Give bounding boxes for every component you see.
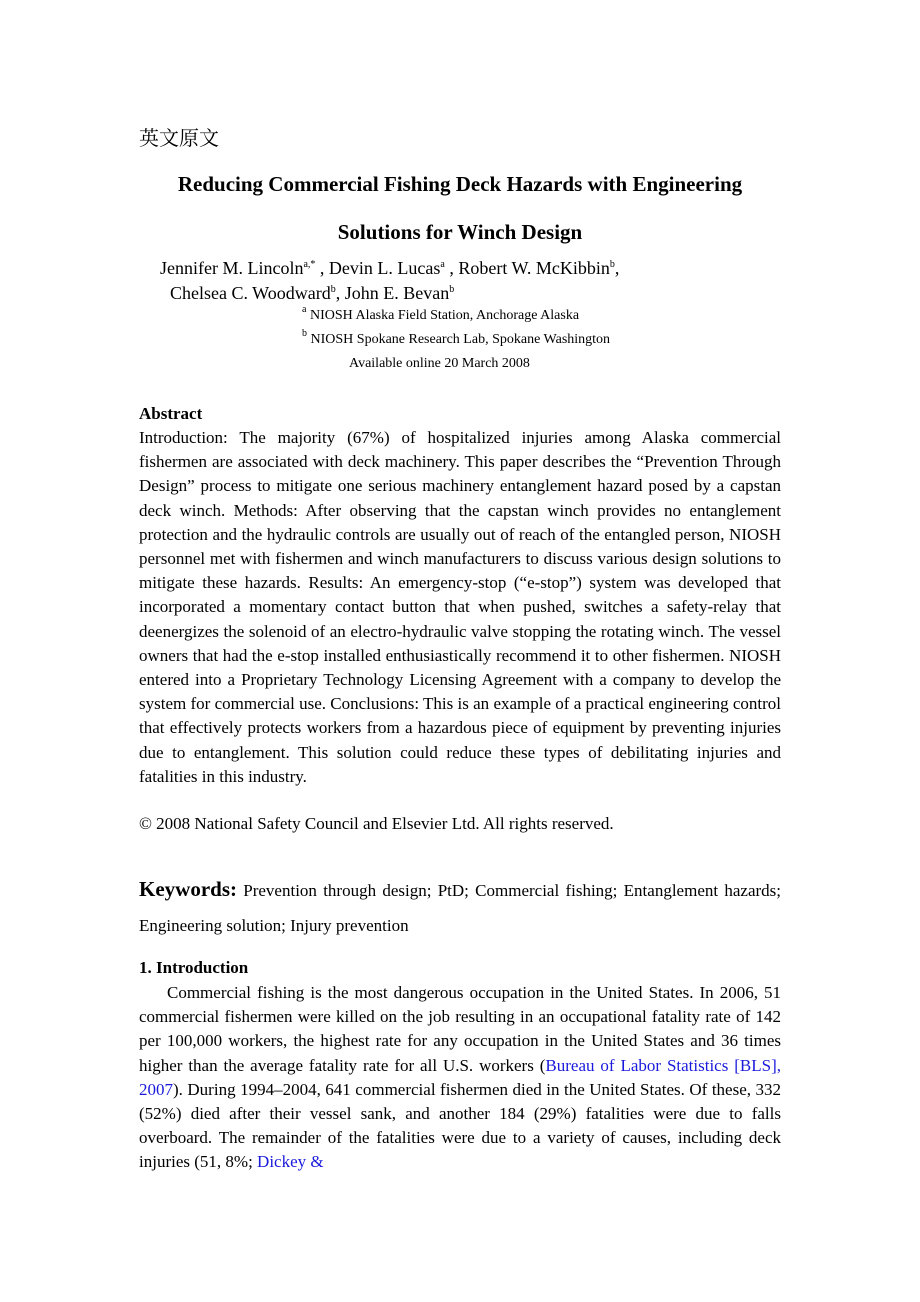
author-sup: a <box>440 259 445 270</box>
intro-text-part-1: Commercial fishing is the most dangerous occupation in the United States. In 2006, 51 commercial fishermen were killed on the job resulting in an occupational fatality rate of 142 per 100,000 workers, the highest rate for any occupation in the United States and 36 times higher than the average fatality rate for all U.S. workers ( <box>139 983 781 1075</box>
available-online: Available online 20 March 2008 <box>349 356 530 371</box>
affiliation-sup: b <box>302 328 307 339</box>
author-sup: b <box>449 284 455 295</box>
author-sup: a,* <box>303 259 316 270</box>
affiliation-text: NIOSH Spokane Research Lab, Spokane Washington <box>307 332 611 347</box>
copyright-line: © 2008 National Safety Council and Elsevier Ltd. All rights reserved. <box>139 814 614 833</box>
affiliation-b <box>302 328 611 348</box>
affiliation-text: NIOSH Alaska Field Station, Anchorage Alaska <box>306 308 580 323</box>
title-line-1: Reducing Commercial Fishing Deck Hazards with Engineering <box>177 172 743 196</box>
keywords-text: Prevention through design; PtD; Commercial fishing; Entanglement hazards; Engineering solution; Injury prevention <box>139 881 781 935</box>
affiliation-sup: a <box>302 304 307 315</box>
keywords-paragraph <box>139 872 781 943</box>
citation-link-dickey[interactable]: Dickey & <box>257 1152 324 1172</box>
keywords-label: Keywords: <box>139 877 237 901</box>
author-line-1 <box>160 258 619 279</box>
author-lucas: , Devin L. Lucas <box>315 258 441 278</box>
affiliation-a <box>302 304 580 324</box>
original-text-label: 英文原文 <box>139 126 219 150</box>
author-sup: b <box>609 259 615 270</box>
title-line-2: Solutions for Winch Design <box>337 220 583 244</box>
intro-text-part-2: ). During 1994–2004, 641 commercial fishermen died in the United States. Of these, 332 (52%) died after their vessel sank, and another 184 (29%) fatalities were due to falls overboard. The remainder of the fatalities were due to a variety of causes, including deck injuries (51, 8%; <box>139 1079 781 1172</box>
author-mckibbin: , Robert W. McKibbin <box>444 258 610 278</box>
introduction-heading: 1. Introduction <box>139 958 249 977</box>
abstract-body: Introduction: The majority (67%) of hospitalized injuries among Alaska commercial fishermen are associated with deck machinery. This paper describes the “Prevention Through Design” process to mitigate one serious machinery entanglement hazard posed by a capstan deck winch. Methods: After observing that the capstan winch provides no entanglement protection and the hydraulic controls are usually out of reach of the entangled person, NIOSH personnel met with fishermen and winch manufacturers to discuss various design solutions to mitigate these hazards. Results: An emergency-stop (“e-stop”) system was developed that incorporated a momentary contact button that when pushed, switches a safety-relay that deenergizes the solenoid of an electro-hydraulic valve stopping the rotating winch. The vessel owners that had the e-stop installed enthusiastically recommend it to other fishermen. NIOSH entered into a Proprietary Technology Licensing Agreement with a company to develop the system for commercial use. Conclusions: This is an example of a practical engineering control that effectively protects workers from a hazardous piece of equipment by preventing injuries due to entanglement. This solution could reduce these types of debilitating injuries and fatalities in this industry. <box>139 428 781 786</box>
abstract-heading: Abstract <box>139 404 203 423</box>
author-lincoln: Jennifer M. Lincoln <box>160 258 304 278</box>
author-sup: b <box>330 284 336 295</box>
author-separator: , <box>614 258 620 278</box>
author-line-2 <box>170 283 454 304</box>
author-woodward: Chelsea C. Woodward <box>170 283 331 303</box>
author-bevan: , John E. Bevan <box>335 283 450 303</box>
citation-link-bls[interactable]: Bureau of Labor Statistics [BLS], 2007 <box>139 1055 781 1099</box>
introduction-body <box>139 981 781 1175</box>
